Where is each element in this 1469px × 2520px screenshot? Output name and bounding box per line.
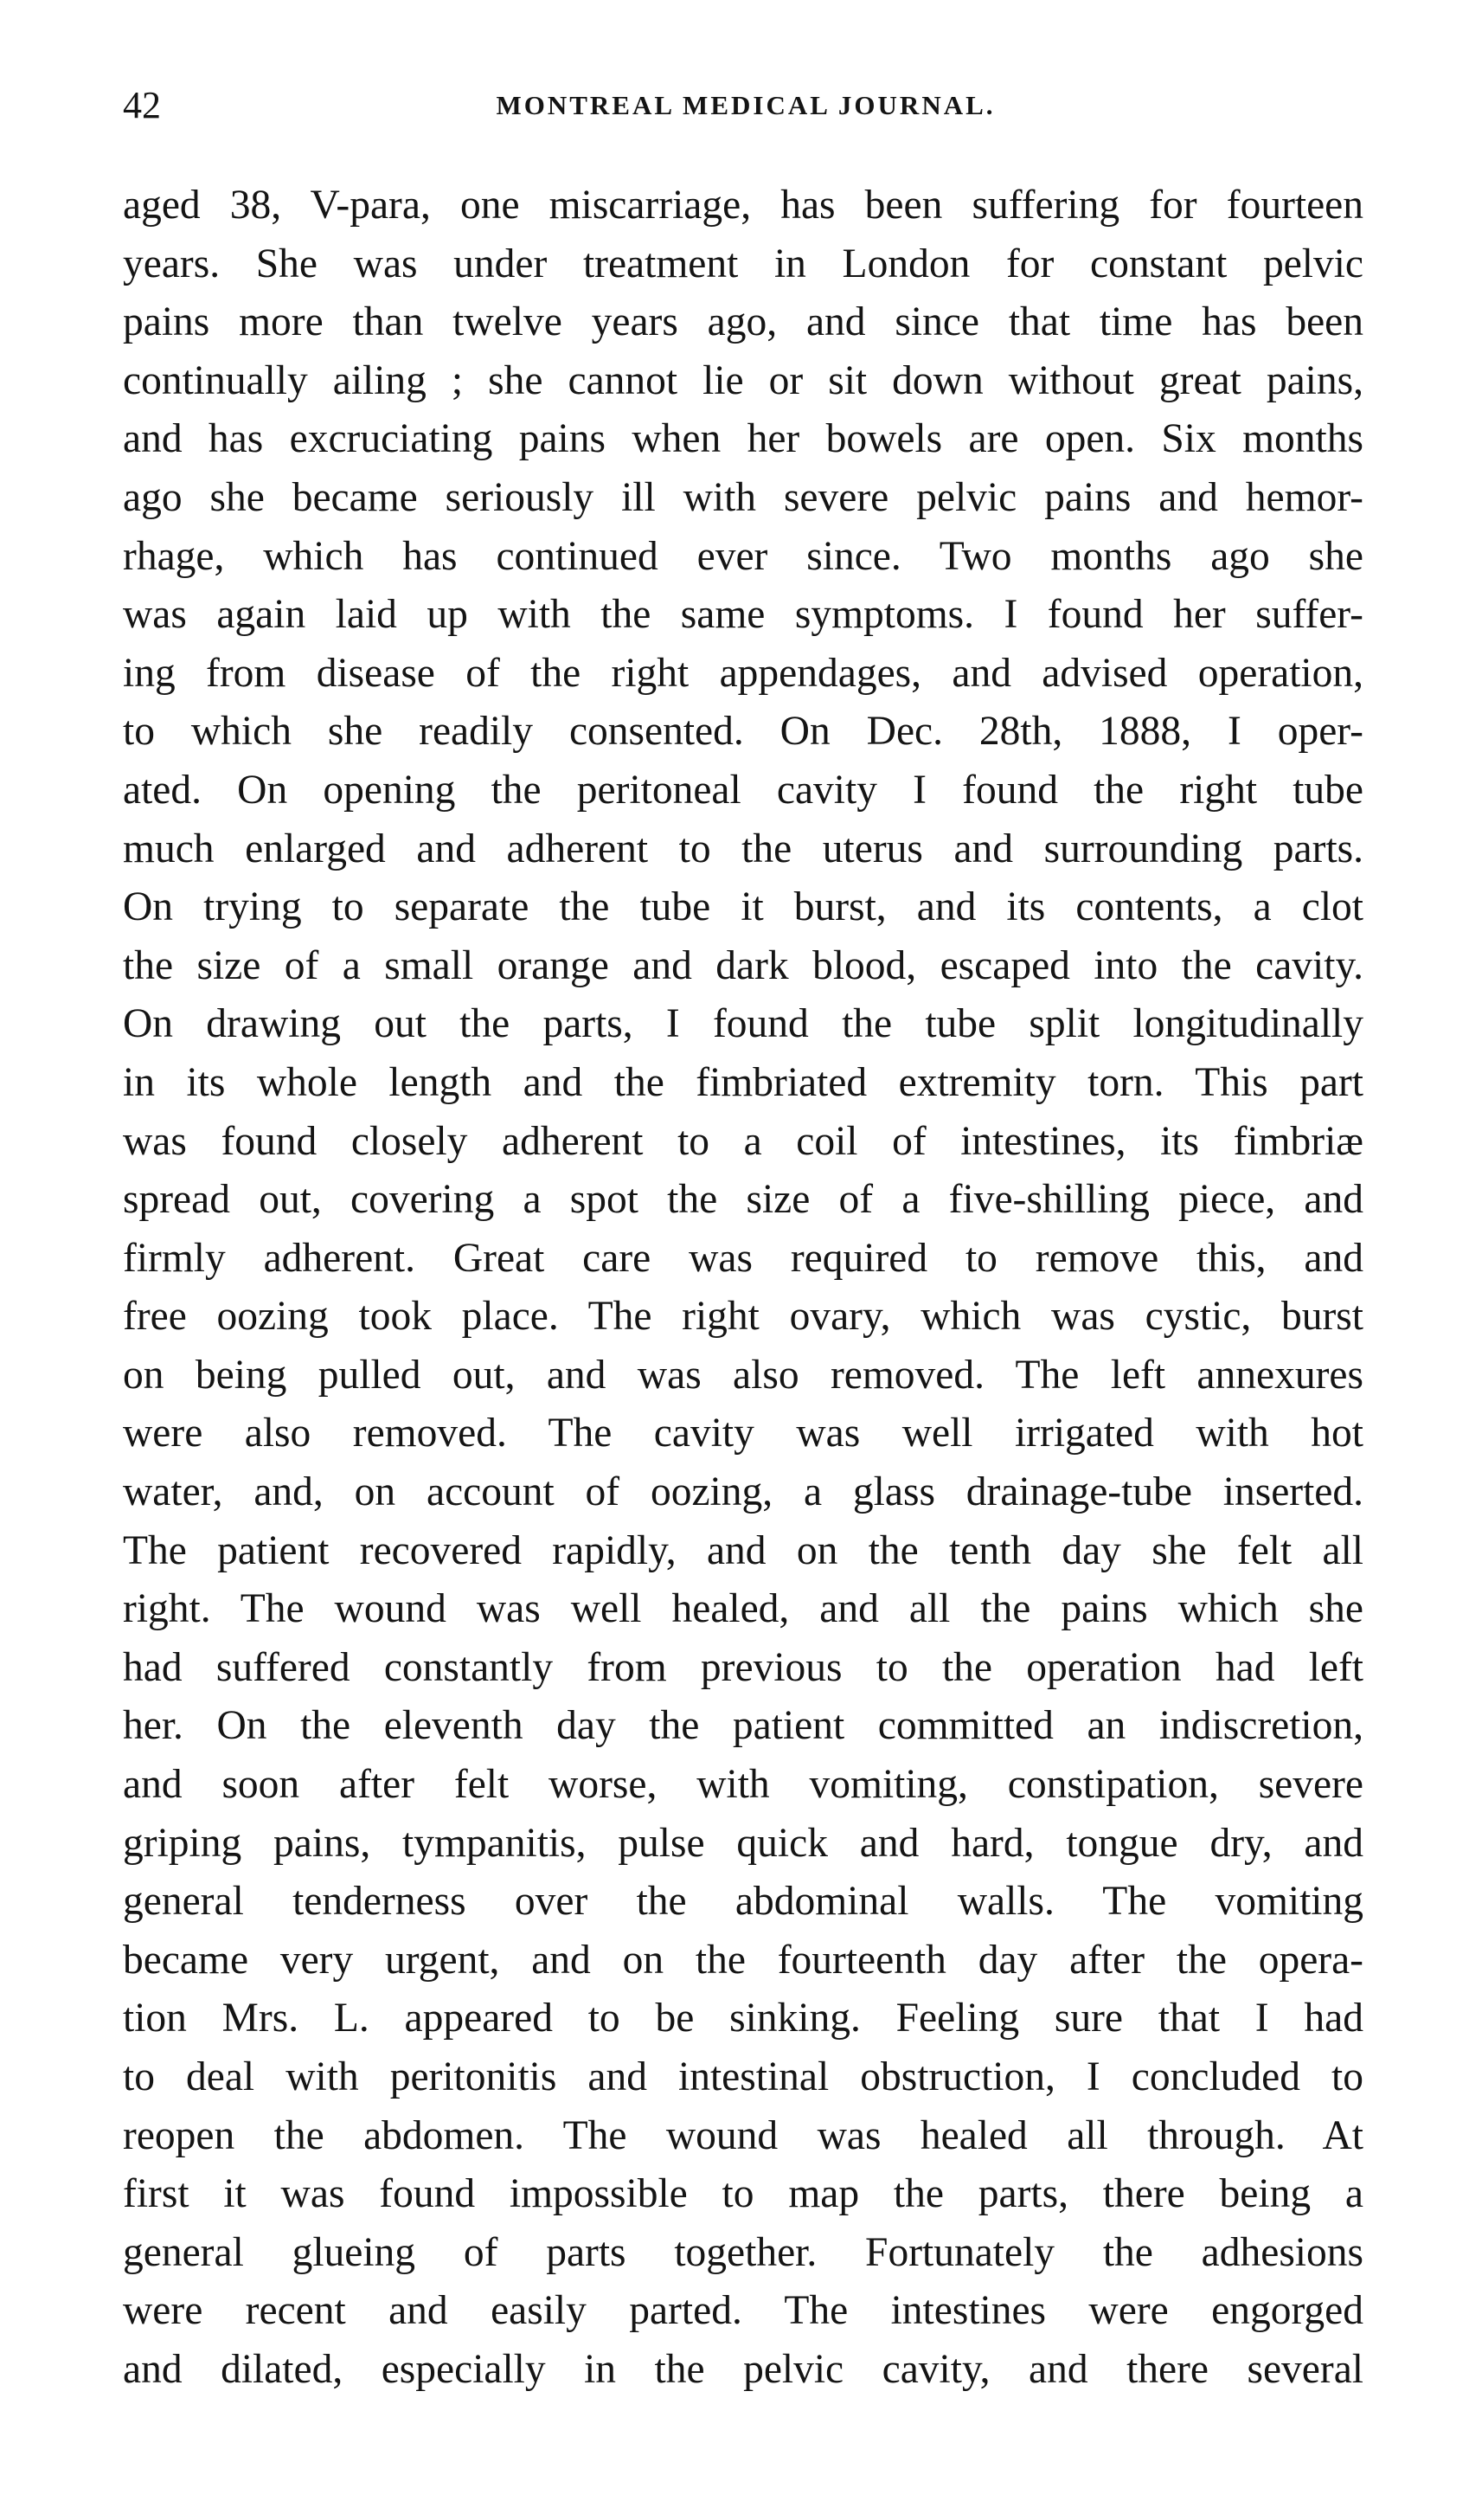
text-line: ated. On opening the peritoneal cavity I found the right tube: [123, 767, 1363, 813]
text-line: was found closely adherent to a coil of intestines, its fimbriæ: [123, 1118, 1363, 1164]
text-line: The patient recovered rapidly, and on the tenth day she felt all: [123, 1527, 1363, 1573]
text-line: were also removed. The cavity was well irrigated with hot: [123, 1411, 1363, 1456]
text-line: On drawing out the parts, I found the tube split longitudinally: [123, 1001, 1363, 1047]
text-line: much enlarged and adherent to the uterus and surrounding parts.: [123, 826, 1363, 871]
text-line: continually ailing ; she cannot lie or sit down without great pains,: [123, 357, 1363, 403]
text-line: on being pulled out, and was also removed. The left annexures: [123, 1352, 1363, 1398]
page-number: 42: [123, 84, 161, 126]
text-line: tion Mrs. L. appeared to be sinking. Feeling sure that I had: [123, 1996, 1363, 2041]
text-line: free oozing took place. The right ovary, which was cystic, burst: [123, 1294, 1363, 1340]
text-line: ago she became seriously ill with severe pelvic pains and hemor-: [123, 474, 1363, 520]
text-line: firmly adherent. Great care was required to remove this, and: [123, 1235, 1363, 1281]
text-line: her. On the eleventh day the patient committed an indiscretion,: [123, 1703, 1363, 1749]
text-line: reopen the abdomen. The wound was healed all through. At: [123, 2112, 1363, 2158]
text-line: spread out, covering a spot the size of a five-shilling piece, and: [123, 1177, 1363, 1223]
text-line: right. The wound was well healed, and all the pains which she: [123, 1586, 1363, 1632]
text-line: was again laid up with the same symptoms. I found her suffer-: [123, 592, 1363, 638]
text-line: ing from disease of the right appendages, and advised operation,: [123, 650, 1363, 696]
text-line: years. She was under treatment in London for constant pelvic: [123, 241, 1363, 286]
text-line: were recent and easily parted. The intestines were engorged: [123, 2288, 1363, 2334]
text-line: to deal with peritonitis and intestinal obstruction, I concluded to: [123, 2054, 1363, 2099]
running-head: [123, 80, 1369, 132]
text-line: and dilated, especially in the pelvic cavity, and there several: [123, 2346, 1363, 2392]
text-line: griping pains, tympanitis, pulse quick and hard, tongue dry, and: [123, 1820, 1363, 1866]
text-line: rhage, which has continued ever since. Two months ago she: [123, 533, 1363, 579]
text-line: and soon after felt worse, with vomiting, constipation, severe: [123, 1762, 1363, 1808]
text-line: aged 38, V-para, one miscarriage, has been suffering for fourteen: [123, 183, 1363, 228]
text-line: had suffered constantly from previous to the operation had left: [123, 1644, 1363, 1690]
text-line: and has excruciating pains when her bowels are open. Six months: [123, 416, 1363, 462]
text-line: in its whole length and the fimbriated extremity torn. This part: [123, 1059, 1363, 1105]
text-line: On trying to separate the tube it burst, and its contents, a clot: [123, 884, 1363, 930]
text-line: general glueing of parts together. Fortunately the adhesions: [123, 2229, 1363, 2275]
body-paragraph: [123, 177, 1363, 2400]
text-line: water, and, on account of oozing, a glass drainage-tube inserted.: [123, 1469, 1363, 1515]
text-line: the size of a small orange and dark blood, escaped into the cavity.: [123, 942, 1363, 988]
text-line: pains more than twelve years ago, and since that time has been: [123, 299, 1363, 345]
journal-title: MONTREAL MEDICAL JOURNAL.: [496, 90, 996, 120]
text-line: to which she readily consented. On Dec. 28th, 1888, I oper-: [123, 709, 1363, 755]
text-line: first it was found impossible to map the parts, there being a: [123, 2171, 1363, 2217]
text-line: became very urgent, and on the fourteenth day after the opera-: [123, 1937, 1363, 1983]
text-line: general tenderness over the abdominal walls. The vomiting: [123, 1879, 1363, 1925]
